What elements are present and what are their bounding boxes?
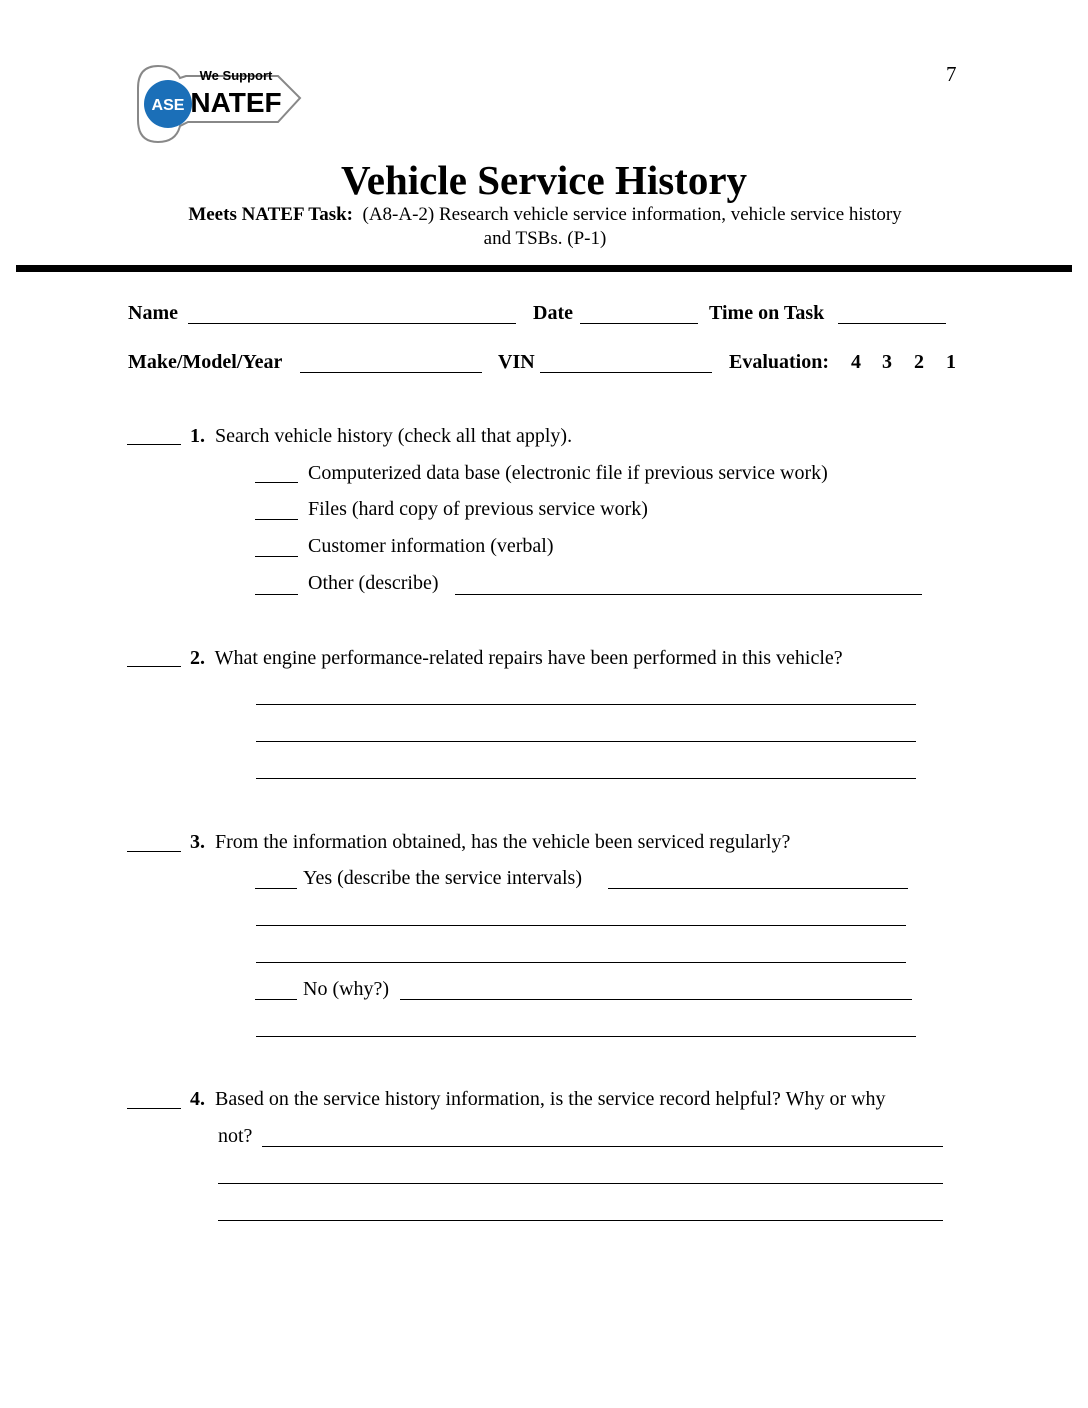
time-on-task-label: Time on Task <box>709 302 825 324</box>
question-2: 2. What engine performance-related repairs have been performed in this vehicle? <box>190 647 843 669</box>
evaluation-score-2[interactable]: 2 <box>914 351 924 373</box>
q1-option-2-check[interactable] <box>255 518 298 520</box>
q4-score-blank[interactable] <box>127 1107 181 1109</box>
task-text: (A8-A-2) Research vehicle service information, vehicle service history <box>362 204 902 225</box>
svg-text:We Support: We Support <box>199 68 273 83</box>
svg-text:NATEF: NATEF <box>190 87 282 118</box>
time-on-task-field[interactable] <box>838 322 946 324</box>
vin-label: VIN <box>498 351 535 373</box>
q3-yes-option: Yes (describe the service intervals) <box>303 867 582 889</box>
q2-score-blank[interactable] <box>127 665 181 667</box>
q1-option-4-check[interactable] <box>255 593 298 595</box>
q3-score-blank[interactable] <box>127 850 181 852</box>
q1-score-blank[interactable] <box>127 443 181 445</box>
question-4: 4. Based on the service history information, is the service record helpful? Why or why <box>190 1088 886 1110</box>
header-divider <box>16 265 1072 272</box>
q1-option-3: Customer information (verbal) <box>308 535 554 557</box>
task-label: Meets NATEF Task: <box>188 204 353 225</box>
question-3: 3. From the information obtained, has the vehicle been serviced regularly? <box>190 831 791 853</box>
evaluation-score-4[interactable]: 4 <box>851 351 861 373</box>
q3-no-option: No (why?) <box>303 978 390 1000</box>
task-subtitle <box>110 203 980 251</box>
q3-yes-check[interactable] <box>255 887 297 889</box>
q3-yes-line-2[interactable] <box>256 924 906 926</box>
svg-text:ASE: ASE <box>151 97 185 114</box>
evaluation-score-1[interactable]: 1 <box>946 351 956 373</box>
q1-option-2: Files (hard copy of previous service work) <box>308 498 648 520</box>
q2-answer-line-1[interactable] <box>256 703 916 705</box>
date-field[interactable] <box>580 322 698 324</box>
name-field[interactable] <box>188 322 516 324</box>
q1-option-4: Other (describe) <box>308 572 439 594</box>
question-1: 1. Search vehicle history (check all that apply). <box>190 425 573 447</box>
q3-no-why-field[interactable] <box>400 998 912 1000</box>
q3-no-line-2[interactable] <box>256 1035 916 1037</box>
q4-answer-line-1[interactable] <box>262 1145 943 1147</box>
q1-option-1: Computerized data base (electronic file if previous service work) <box>308 462 828 484</box>
evaluation-label: Evaluation: <box>729 351 830 373</box>
vin-field[interactable] <box>540 371 712 373</box>
q4-answer-line-3[interactable] <box>218 1219 943 1221</box>
question-4-cont: not? <box>218 1125 253 1147</box>
q3-yes-line-3[interactable] <box>256 961 906 963</box>
q3-no-check[interactable] <box>255 998 297 1000</box>
make-model-year-label: Make/Model/Year <box>128 351 283 373</box>
evaluation-score-3[interactable]: 3 <box>882 351 892 373</box>
q1-option-1-check[interactable] <box>255 481 298 483</box>
q3-yes-describe-field[interactable] <box>608 887 908 889</box>
q1-option-3-check[interactable] <box>255 555 298 557</box>
make-model-year-field[interactable] <box>300 371 482 373</box>
page-number: 7 <box>946 62 957 86</box>
task-text-2: and TSBs. (P-1) <box>483 228 607 249</box>
q2-answer-line-3[interactable] <box>256 777 916 779</box>
name-label: Name <box>128 302 178 324</box>
natef-logo <box>128 58 308 150</box>
date-label: Date <box>533 302 573 324</box>
q4-answer-line-2[interactable] <box>218 1182 943 1184</box>
q2-answer-line-2[interactable] <box>256 740 916 742</box>
q1-other-describe-field[interactable] <box>455 593 922 595</box>
page-title: Vehicle Service History <box>340 157 748 203</box>
